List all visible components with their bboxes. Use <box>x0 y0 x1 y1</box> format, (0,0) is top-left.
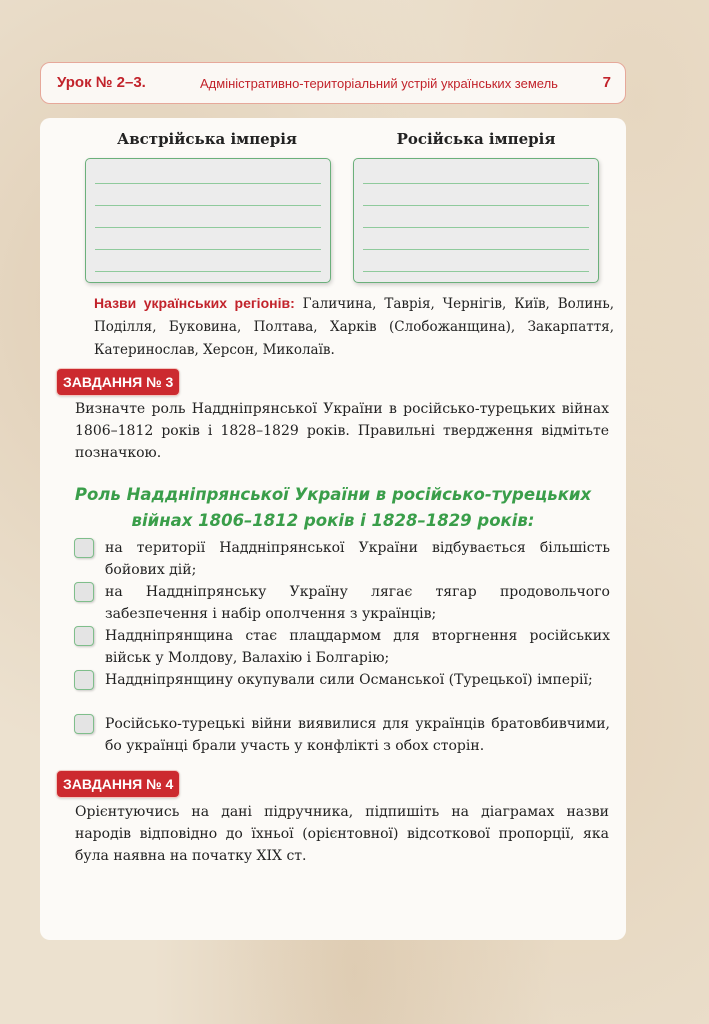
austrian-empire-answer-box[interactable] <box>85 158 331 283</box>
regions-label: Назви українських регіонів: <box>94 295 295 311</box>
answer-line <box>95 183 321 184</box>
regions-text: Галичина, Таврія, Чернігів, Київ, Волинь, Поділля, Буковина, Полтава, Харків (Слобожанщина), Закарпаття, Катеринослав, Херсон, Миколаїв. <box>94 296 614 358</box>
task-3-title-line-1: Роль Наддніпрянської України в російсько-турецьких <box>74 485 592 504</box>
page-number: 7 <box>602 74 611 91</box>
task-4-instruction: Орієнтуючись на дані підручника, підпишіть на діаграмах назви народів відповідно до їхньої (орієнтовної) відсоткової пропорції, яка була наявна на початку XIX ст. <box>75 804 609 864</box>
austrian-empire-heading: Австрійська імперія <box>117 130 297 148</box>
lesson-topic: Адміністративно-територіальний устрій українських земель <box>200 76 558 91</box>
option-text: Російсько-турецькі війни виявилися для українців братовбивчими, бо українці брали участь у конфлікті з обох сторін. <box>105 716 610 754</box>
answer-line <box>363 183 589 184</box>
option-checkbox[interactable] <box>74 582 94 602</box>
answer-line <box>95 205 321 206</box>
option-text: на Наддніпрянську Україну лягає тягар продовольчого забезпечення і набір ополчення з українців; <box>105 584 610 622</box>
answer-line <box>363 205 589 206</box>
answer-line <box>363 271 589 272</box>
task-3-title-line-2: війнах 1806–1812 років і 1828–1829 років: <box>131 511 535 530</box>
answer-line <box>95 249 321 250</box>
answer-line <box>363 227 589 228</box>
option-checkbox[interactable] <box>74 714 94 734</box>
regions-list <box>94 292 614 362</box>
answer-line <box>95 271 321 272</box>
russian-empire-answer-box[interactable] <box>353 158 599 283</box>
task-4-badge: ЗАВДАННЯ № 4 <box>56 770 180 798</box>
option-checkbox[interactable] <box>74 538 94 558</box>
lesson-header <box>40 62 626 104</box>
task-3-badge: ЗАВДАННЯ № 3 <box>56 368 180 396</box>
option-checkbox[interactable] <box>74 670 94 690</box>
answer-line <box>95 227 321 228</box>
lesson-number: Урок № 2–3. <box>57 74 146 91</box>
option-text: Наддніпрянщина стає плацдармом для вторгнення російських військ у Молдову, Валахію і Болгарію; <box>105 628 610 666</box>
option-checkbox[interactable] <box>74 626 94 646</box>
russian-empire-heading: Російська імперія <box>396 130 556 148</box>
task-3-instruction: Визначте роль Наддніпрянської України в російсько-турецьких війнах 1806–1812 років і 1828–1829 років. Правильні твердження відмітьте позначкою. <box>75 401 609 461</box>
option-text: Наддніпрянщину окупували сили Османської (Турецької) імперії; <box>105 672 593 688</box>
option-text: на території Наддніпрянської України відбувається більшість бойових дій; <box>105 540 610 578</box>
task-3-title <box>40 482 626 534</box>
answer-line <box>363 249 589 250</box>
worksheet-card <box>40 118 626 940</box>
